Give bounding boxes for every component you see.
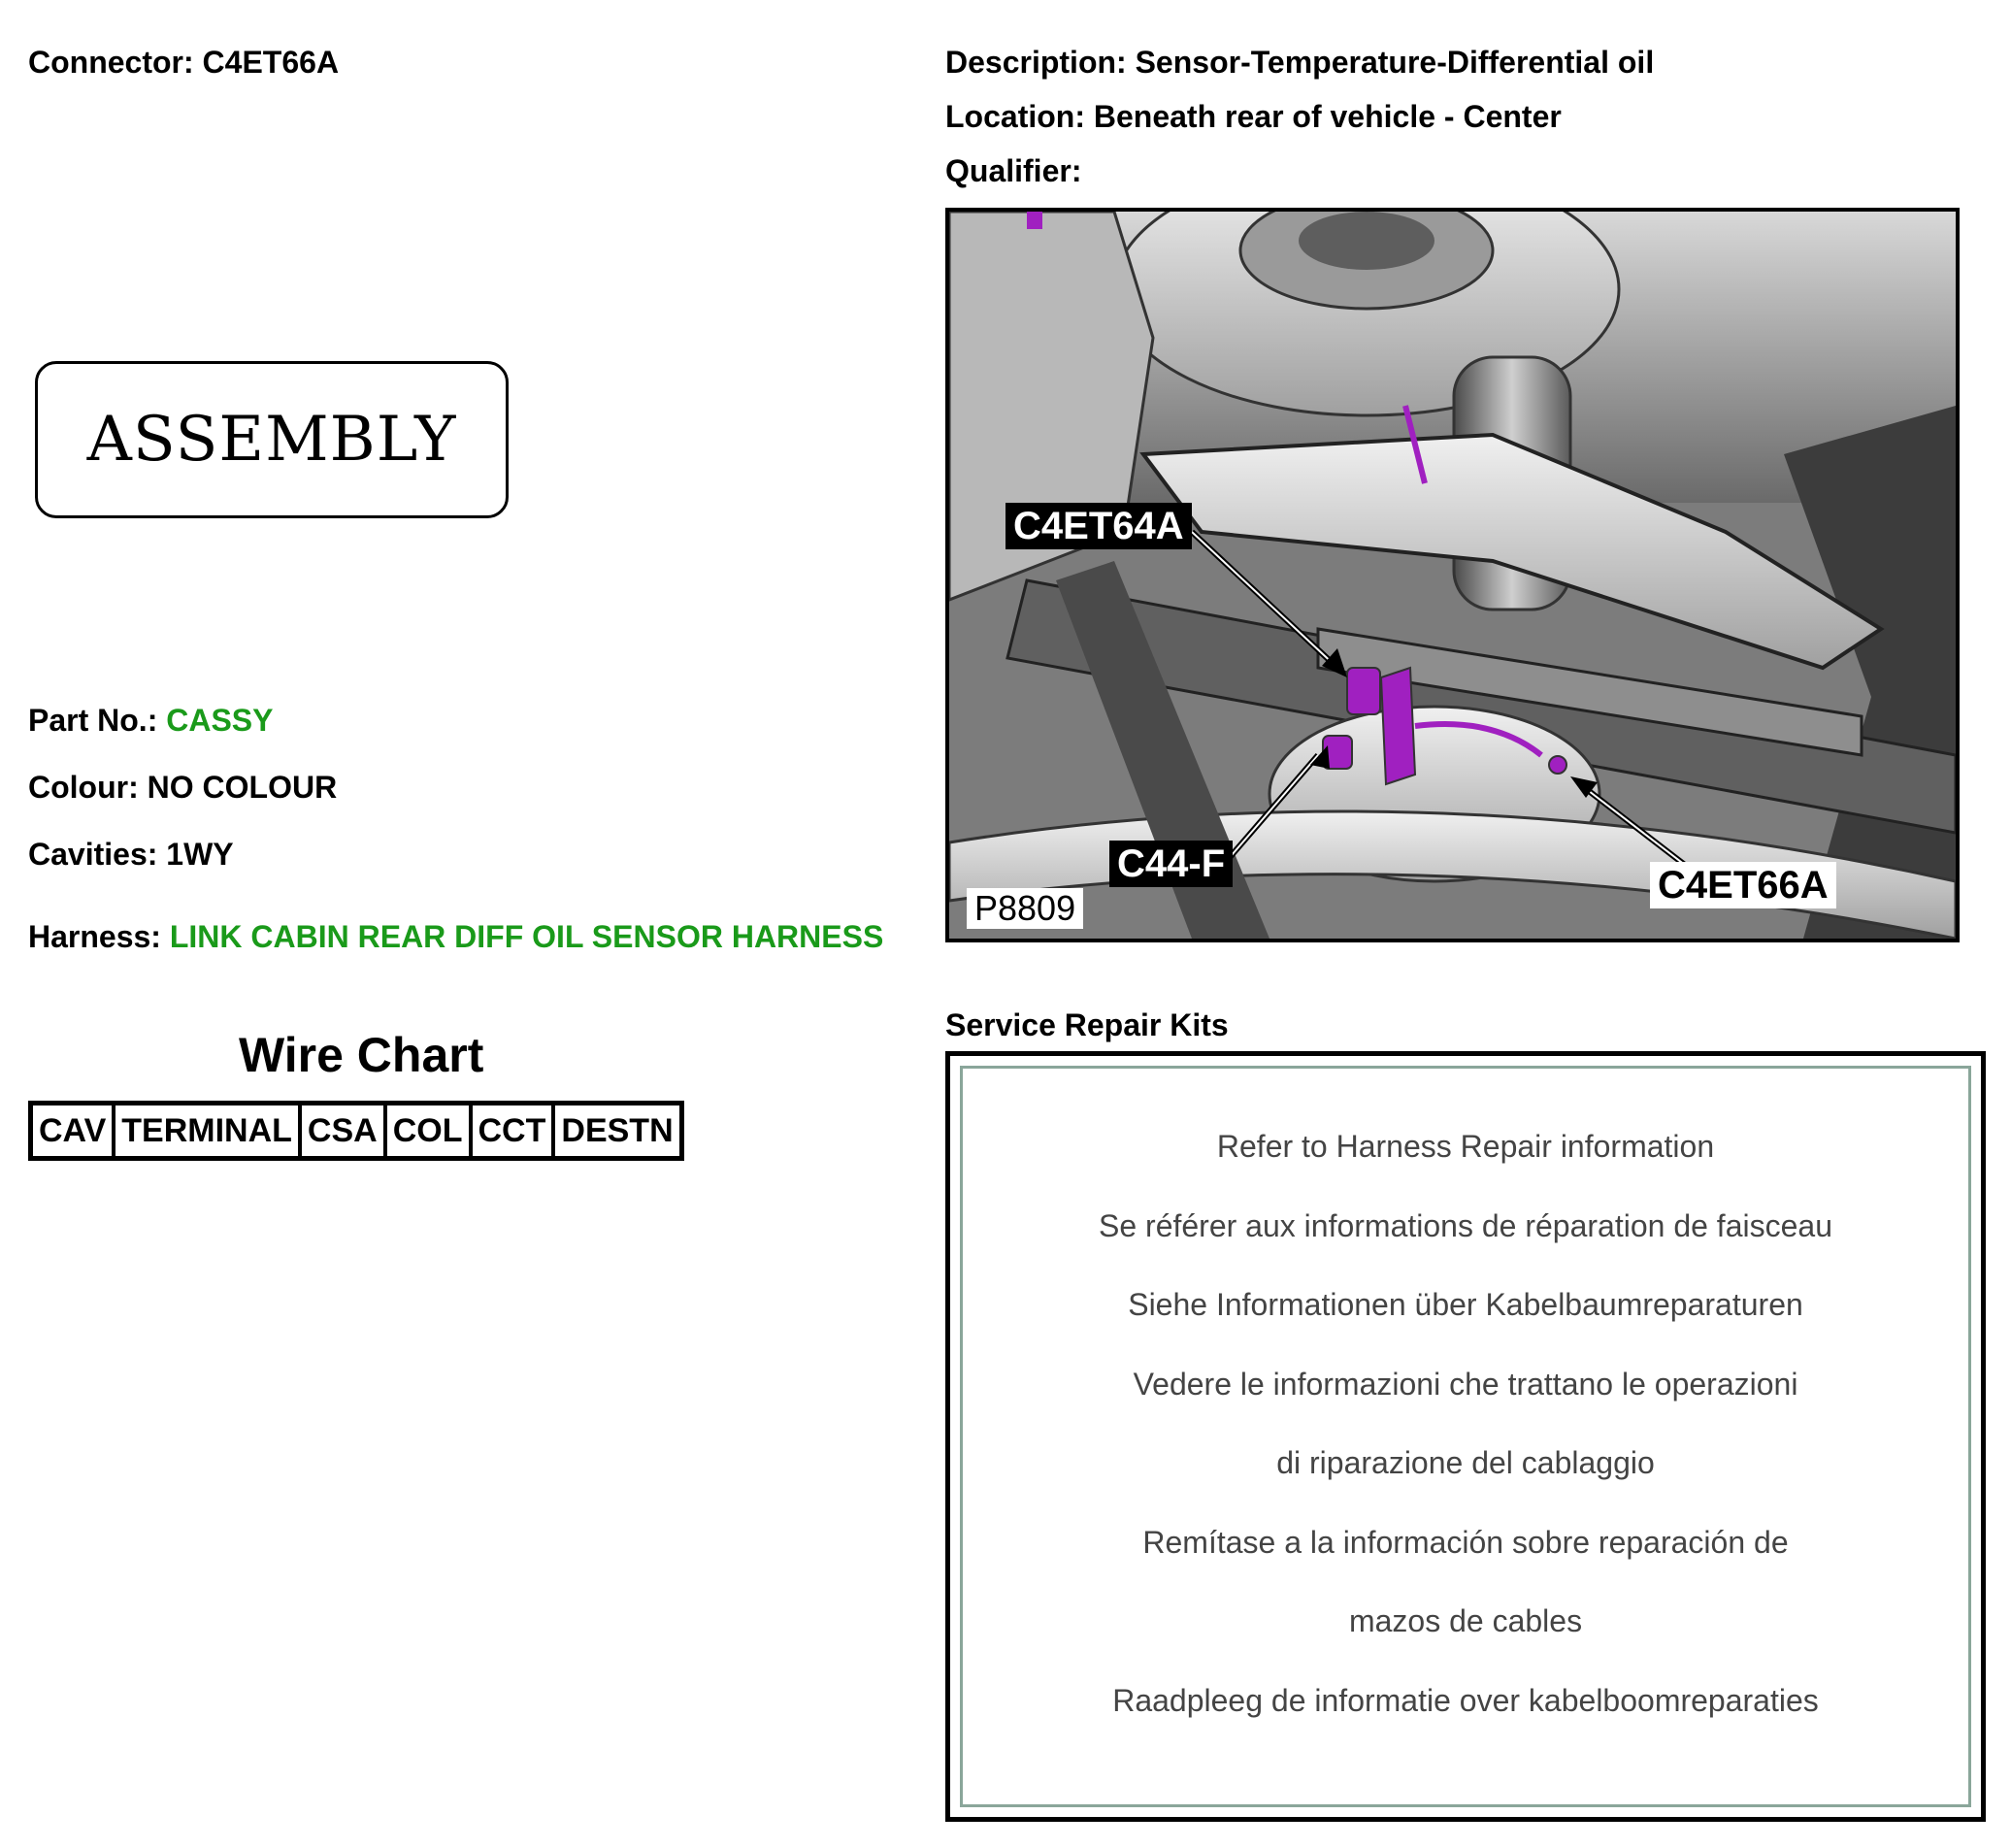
- repair-info-it-2: di riparazione del cablaggio: [1276, 1445, 1655, 1480]
- repair-info-fr: Se référer aux informations de réparation de faisceau: [1099, 1207, 1832, 1243]
- part-no-field: [28, 701, 273, 740]
- col-col: COL: [385, 1104, 471, 1159]
- cavities-value: 1WY: [166, 837, 234, 872]
- service-repair-kits-inner: [960, 1066, 1971, 1807]
- harness-label: Harness:: [28, 919, 161, 954]
- cavities-field: [28, 835, 234, 874]
- wire-chart-table: [28, 1101, 684, 1161]
- location-photo: [945, 208, 1960, 942]
- callout-c4et64a: C4ET64A: [1006, 503, 1192, 549]
- harness-field: [28, 917, 883, 956]
- qualifier-field: [945, 151, 1081, 190]
- col-destn: DESTN: [553, 1104, 681, 1159]
- col-cct: CCT: [471, 1104, 554, 1159]
- vehicle-underside-illustration: [949, 212, 1956, 939]
- service-repair-kits-box: [945, 1051, 1986, 1822]
- connector-label: Connector:: [28, 45, 194, 80]
- col-terminal: TERMINAL: [114, 1104, 300, 1159]
- connector-value: C4ET66A: [202, 45, 340, 80]
- part-no-value: CASSY: [166, 703, 274, 738]
- repair-info-es-1: Remítase a la información sobre reparación de: [1142, 1524, 1789, 1560]
- location-label: Location:: [945, 99, 1085, 134]
- location-value: Beneath rear of vehicle - Center: [1093, 99, 1562, 134]
- col-cav: CAV: [31, 1104, 115, 1159]
- wire-chart-title: Wire Chart: [239, 1028, 484, 1082]
- assembly-box: [35, 361, 509, 518]
- callout-c44-f: C44-F: [1109, 841, 1233, 887]
- connector-field: [28, 43, 339, 82]
- description-field: [945, 43, 1654, 82]
- description-value: Sensor-Temperature-Differential oil: [1135, 45, 1655, 80]
- location-field: [945, 97, 1562, 136]
- assembly-label: ASSEMBLY: [86, 404, 457, 476]
- description-label: Description:: [945, 45, 1127, 80]
- figure-reference: P8809: [967, 888, 1083, 929]
- repair-info-en: Refer to Harness Repair information: [1216, 1129, 1715, 1164]
- qualifier-label: Qualifier:: [945, 153, 1082, 188]
- repair-info-it-1: Vedere le informazioni che trattano le operazioni: [1133, 1366, 1798, 1402]
- colour-label: Colour:: [28, 770, 139, 805]
- repair-info-es-2: mazos de cables: [1348, 1603, 1583, 1638]
- part-no-label: Part No.:: [28, 703, 158, 738]
- harness-value: LINK CABIN REAR DIFF OIL SENSOR HARNESS: [169, 919, 884, 954]
- repair-info-nl: Raadpleeg de informatie over kabelboomreparaties: [1112, 1682, 1819, 1718]
- callout-c4et66a: C4ET66A: [1650, 862, 1836, 908]
- colour-field: [28, 768, 337, 807]
- service-repair-kits-title: Service Repair Kits: [945, 1007, 1229, 1042]
- repair-info-de: Siehe Informationen über Kabelbaumreparaturen: [1128, 1287, 1803, 1322]
- wire-chart-header-row: [31, 1104, 682, 1159]
- colour-value: NO COLOUR: [147, 770, 338, 805]
- col-csa: CSA: [300, 1104, 385, 1159]
- cavities-label: Cavities:: [28, 837, 158, 872]
